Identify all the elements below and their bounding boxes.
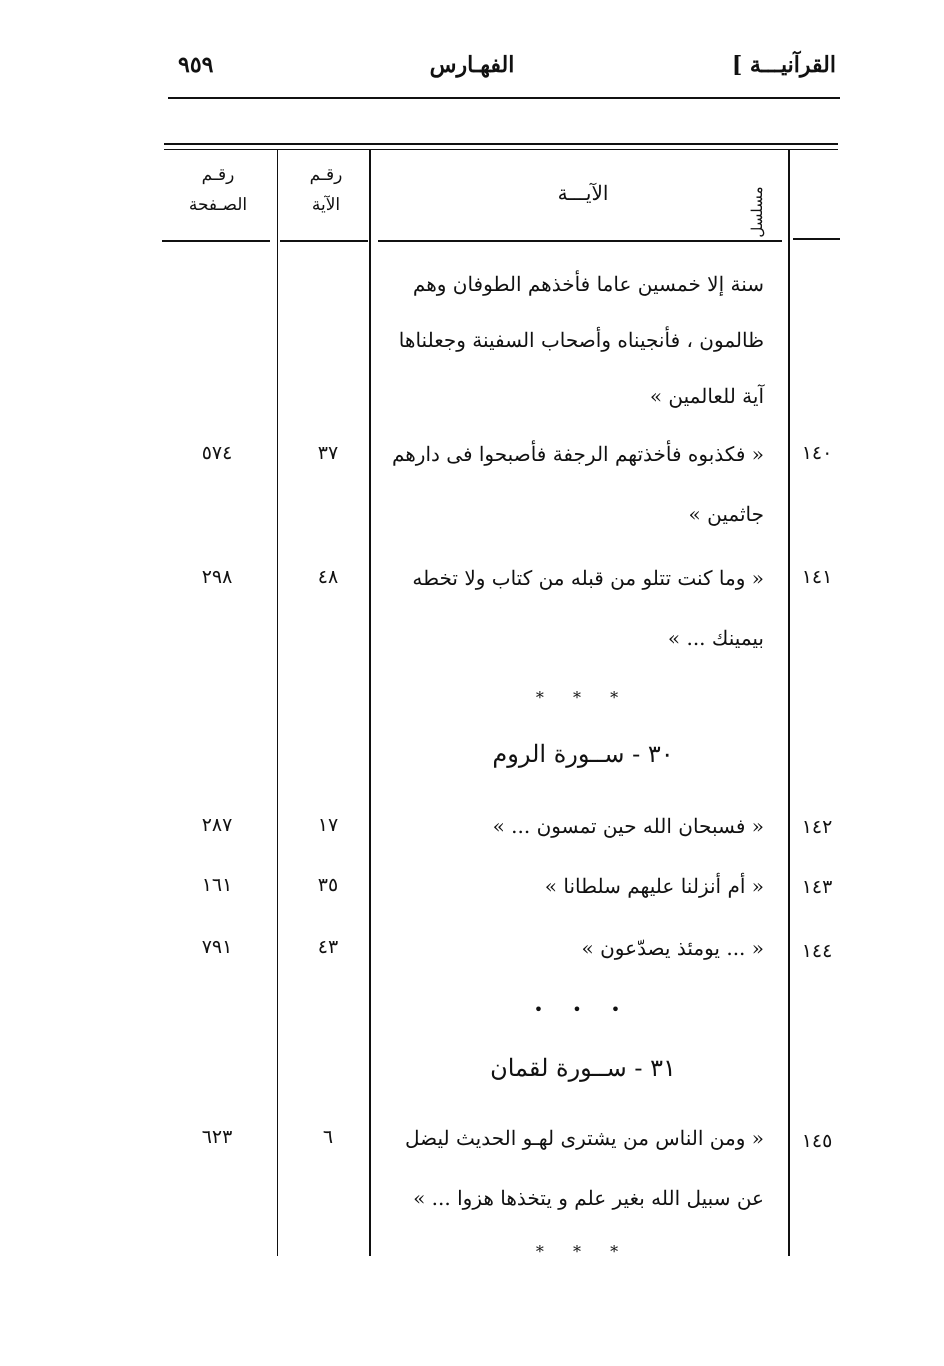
header-rule [168, 97, 840, 99]
column-header-ayah: الآيـــة [557, 181, 609, 205]
page-reference: ٦٢٣ [201, 1126, 233, 1148]
header-section-title: القرآنيـــة ] [731, 52, 836, 78]
serial-number: ١٤٠ [801, 442, 833, 464]
section-separator: • • • [533, 1000, 633, 1019]
column-header-serial: مسلسل [748, 186, 766, 238]
column-header-rule [378, 240, 782, 242]
column-header-rule [162, 240, 270, 242]
page-reference: ٢٨٧ [201, 814, 233, 836]
section-separator: * * * [535, 1242, 631, 1261]
surah-heading: ٣٠ - ســورة الروم [492, 740, 674, 768]
serial-number: ١٤٤ [801, 940, 833, 962]
table-top-rule-inner [164, 149, 838, 150]
column-divider [369, 150, 371, 1256]
page-reference: ٧٩١ [201, 936, 233, 958]
ayah-number: ٣٥ [317, 874, 339, 896]
ayah-number: ١٧ [317, 814, 339, 836]
ayah-text-line: جاثمين » [688, 502, 764, 526]
column-header-ayah-number: رقـم الآية [309, 165, 343, 215]
ayah-continuation-line: ظالمون ، فأنجيناه وأصحاب السفينة وجعلناها [398, 328, 764, 352]
serial-number: ١٤٣ [801, 876, 833, 898]
page-reference: ١٦١ [201, 874, 233, 896]
ayah-text-line: « وما كنت تتلو من قبله من كتاب ولا تخطه [412, 566, 764, 590]
ayah-continuation-line: آية للعالمين » [649, 384, 764, 408]
ayah-text-line: بيمينك ... » [667, 626, 764, 650]
section-separator: * * * [535, 688, 631, 707]
serial-number: ١٤١ [801, 566, 833, 588]
column-header-page-number: رقـم الصـفحة [188, 165, 248, 215]
ayah-number: ٣٧ [317, 442, 339, 464]
ayah-number: ٤٨ [317, 566, 339, 588]
column-header-rule [793, 238, 840, 240]
table-top-rule [164, 143, 838, 145]
page-reference: ٢٩٨ [201, 566, 233, 588]
page-reference: ٥٧٤ [201, 442, 233, 464]
ayah-text-line: « فكذبوه فأخذتهم الرجفة فأصبحوا فى دارهم [391, 442, 764, 466]
ayah-text-line: عن سبيل الله بغير علم و يتخذها هزوا ... » [413, 1186, 764, 1210]
ayah-continuation-line: سنة إلا خمسين عاما فأخذهم الطوفان وهم [412, 272, 764, 296]
ayah-text-line: « ... يومئذ يصدّعون » [581, 936, 764, 960]
ayah-text-line: « فسبحان الله حين تمسون ... » [492, 814, 764, 838]
page-number: ٩٥٩ [178, 52, 214, 78]
ayah-text-line: « ومن الناس من يشترى لهـو الحديث ليضل [405, 1126, 764, 1150]
ayah-text-line: « أم أنزلنا عليهم سلطانا » [544, 874, 764, 898]
ayah-number: ٤٣ [317, 936, 339, 958]
surah-heading: ٣١ - ســورة لقمان [490, 1054, 676, 1082]
serial-number: ١٤٢ [801, 816, 833, 838]
header-title: الفهـارس [429, 52, 515, 78]
column-divider [277, 150, 278, 1256]
column-header-rule [280, 240, 368, 242]
serial-number: ١٤٥ [801, 1130, 833, 1152]
ayah-number: ٦ [322, 1126, 334, 1148]
